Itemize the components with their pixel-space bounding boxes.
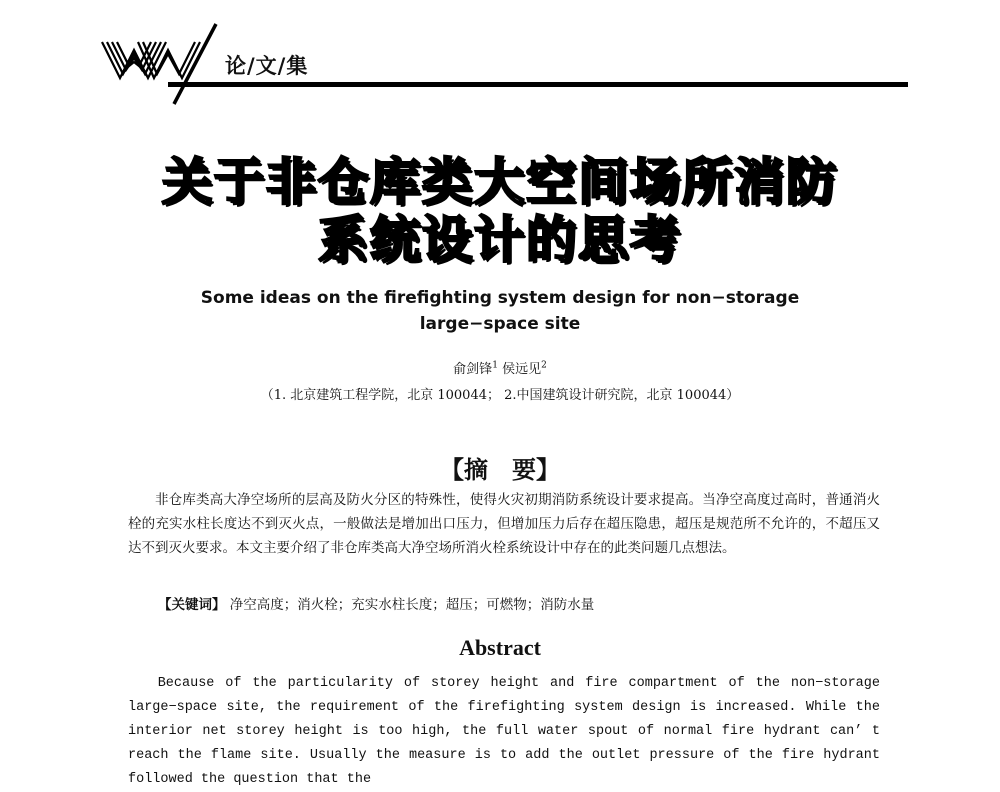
title-en-line1: Some ideas on the firefighting system design for non−storage: [200, 288, 800, 308]
title-en-line2: large−space site: [419, 314, 581, 334]
author-affil-mark: 1: [492, 360, 498, 371]
keywords-line: [158, 593, 594, 613]
author-affil-mark: 2: [541, 360, 547, 371]
title-cn-line2: 系统设计的思考: [318, 211, 682, 269]
author-name: 俞剑锋: [453, 362, 493, 377]
author-name: 侯远见: [502, 362, 542, 377]
author-list: [0, 358, 1000, 377]
header-rule: [168, 82, 908, 87]
abstract-cn-text: 非仓库类高大净空场所的层高及防火分区的特殊性，使得火灾初期消防系统设计要求提高。当净空高度过高时，普通消火栓的充实水柱长度达不到灭火点，一般做法是增加出口压力，但增加压力后存在超压隐患，超压是规范所不允许的，不超压又达不到灭火要求。本文主要介绍了非仓库类高大净空场所消火栓系统设计中存在的此类问题几点想法。: [128, 492, 880, 556]
keywords-label: 【关键词】: [158, 597, 226, 613]
journal-logo-icon: [98, 20, 228, 106]
abstract-cn-body: [128, 488, 880, 560]
abstract-en-heading: Abstract: [459, 635, 541, 660]
keywords-text: 净空高度；消火栓；充实水柱长度；超压；可燃物；消防水量: [229, 597, 595, 613]
abstract-en-text: Because of the particularity of storey height and fire compartment of the non−storage large−space site, the requirement of the firefighting system design is increased. While the interior net storey height is too high, the full water spout of normal fire hydrant can’ t reach the flame site. Usually the measure is to add the outlet pressure of the fire hydrant followed the question that the: [128, 676, 880, 787]
abstract-en-body: [128, 672, 880, 792]
section-label: 论/文/集: [225, 54, 309, 78]
page-header: [0, 0, 1000, 110]
title-cn-line1: 关于非仓库类大空间场所消防: [162, 153, 838, 211]
affiliations: （1. 北京建筑工程学院，北京 100044； 2.中国建筑设计研究院，北京 100044）: [260, 388, 740, 403]
abstract-cn-heading: 【摘 要】: [440, 456, 560, 484]
